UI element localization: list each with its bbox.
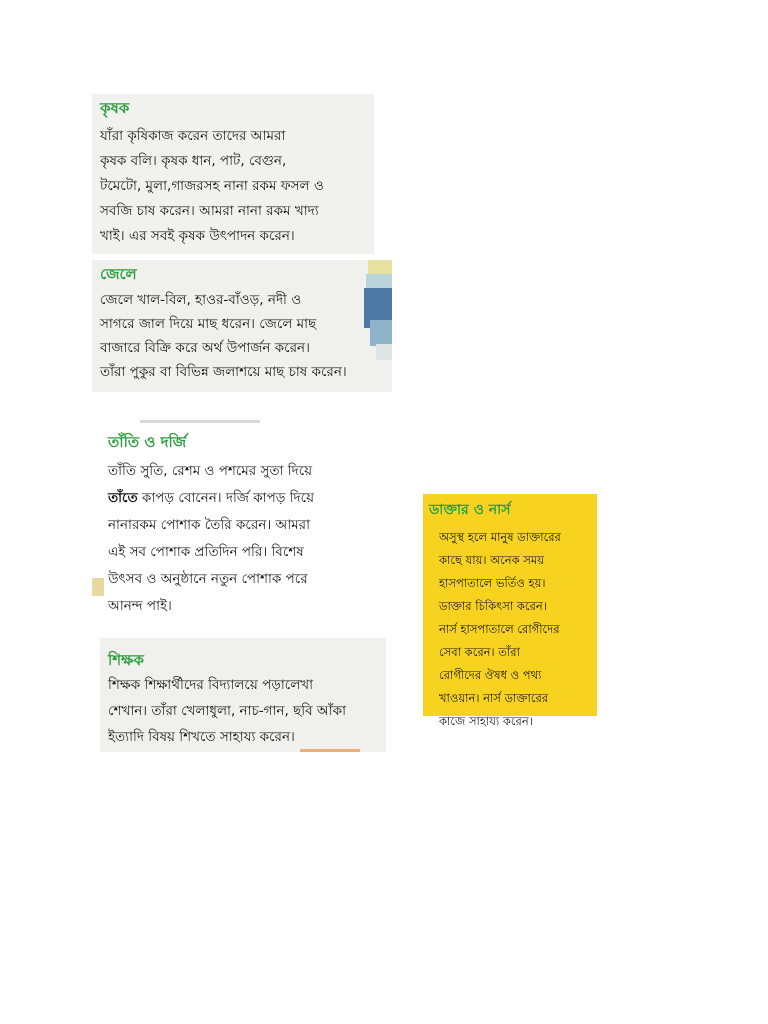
- weaver-bold-word: তাঁতে: [108, 490, 138, 506]
- weaver-tailor-title: তাঁতি ও দর্জি: [108, 433, 187, 451]
- fisher-card: [92, 260, 392, 392]
- farmer-text: যাঁরা কৃষিকাজ করেন তাদের আমরা কৃষক বলি। কৃষক ধান, পাট, বেগুন, টমেটো, মুলা,গাজরসহ নানা রকম ফসল ও সবজি চাষ করেন। আমরা নানা রকম খাদ্য খাই। এর সবই কৃষক উৎপাদন করেন।: [100, 128, 324, 244]
- teacher-title: শিক্ষক: [108, 651, 144, 669]
- doctor-nurse-title: ডাক্তার ও নার্স: [429, 502, 511, 518]
- weaver-text-line1: তাঁতি সুতি, রেশম ও পশমের সুতা দিয়ে: [108, 463, 313, 479]
- weaver-tailor-text: [108, 458, 372, 620]
- teacher-text: শিক্ষক শিক্ষার্থীদের বিদ্যালয়ে পড়ালেখা শেখান। তাঁরা খেলাধুলা, নাচ-গান, ছবি আঁকা ইত্যাদি বিষয় শিখতে সাহায্য করেন।: [108, 677, 347, 745]
- decorative-mark: [92, 578, 104, 596]
- decorative-streak-bottom: [300, 749, 360, 752]
- farmer-card: [92, 94, 374, 254]
- decorative-streak: [140, 420, 260, 423]
- doctor-nurse-card: [423, 494, 597, 728]
- farmer-title: কৃষক: [100, 99, 130, 117]
- weaver-text-rest: কাপড় বোনেন। দর্জি কাপড় দিয়ে নানারকম পোশাক তৈরি করেন। আমরা এই সব পোশাক প্রতিদিন পরি। বিশেষ উৎসব ও অনুষ্ঠানে নতুন পোশাক পরে আনন্দ পাই।: [108, 490, 315, 614]
- weaver-tailor-card: [100, 420, 380, 612]
- fisher-title: জেলে: [100, 265, 137, 283]
- teacher-card: [100, 638, 386, 752]
- doctor-nurse-text: অসুস্থ হলে মানুষ ডাক্তারের কাছে যায়। অনেক সময় হাসপাতালে ভর্তিও হয়। ডাক্তার চিকিৎসা করেন। নার্স হাসপাতালে রোগীদের সেবা করেন। তাঁরা রোগীদের ঔষধ ও পথ্য খাওয়ান। নার্স ডাক্তারের কাজে সাহায্য করেন।: [439, 530, 561, 728]
- fisher-text: জেলে খাল-বিল, হাওর-বাঁওড়, নদী ও সাগরে জাল দিয়ে মাছ ধরেন। জেলে মাছ বাজারে বিক্রি করে অর্থ উপার্জন করেন। তাঁরা পুকুর বা বিভিন্ন জলাশয়ে মাছ চাষ করেন।: [100, 292, 347, 380]
